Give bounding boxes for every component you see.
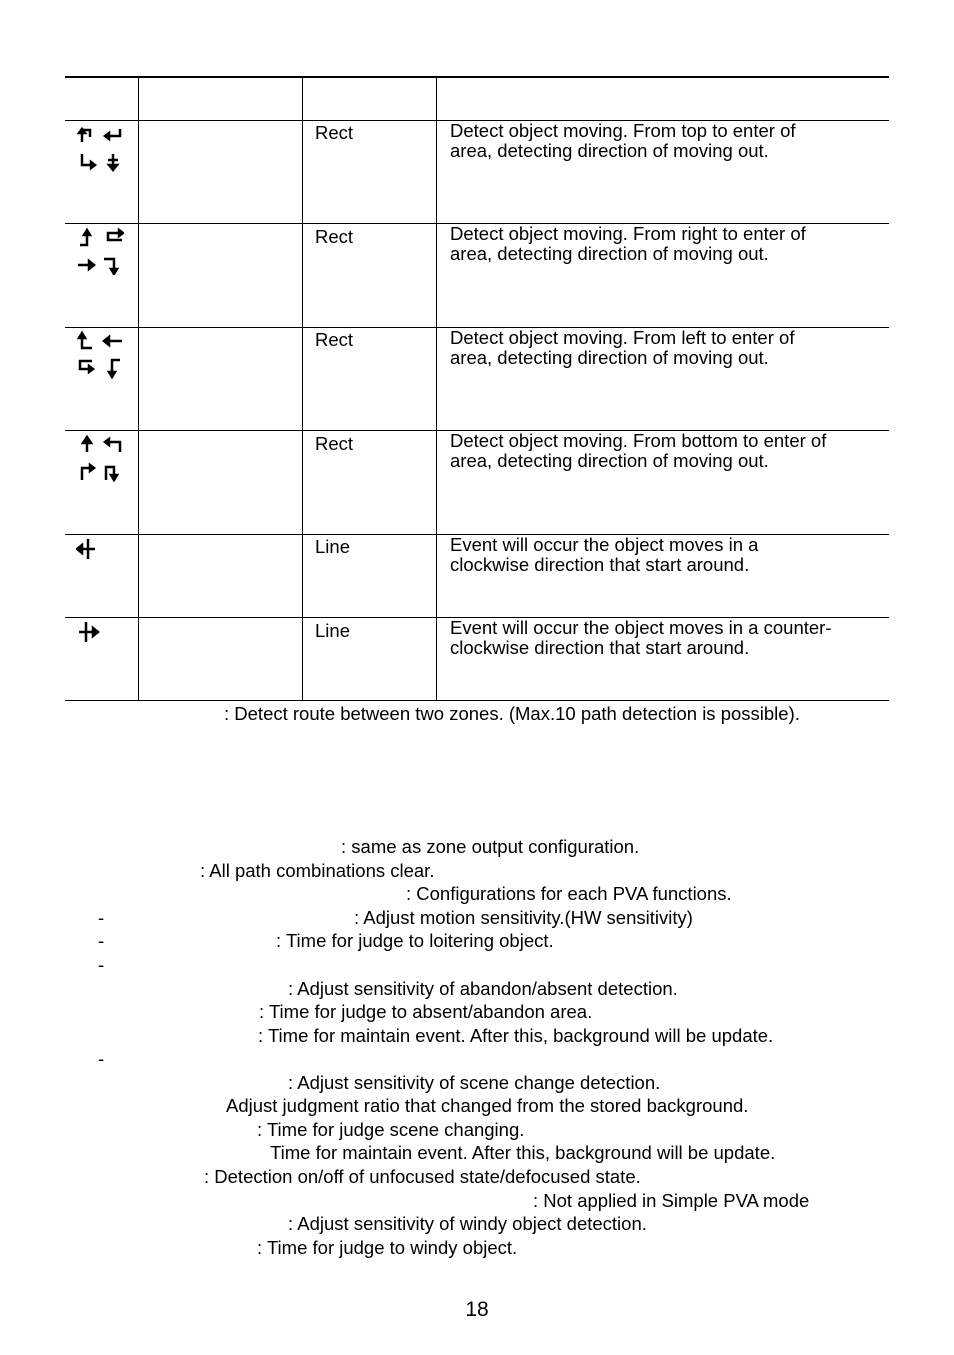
row-description-line: Detect object moving. From left to enter of <box>450 327 795 348</box>
row-type: Rect <box>315 226 354 247</box>
table-top-rule <box>65 76 889 78</box>
bullet-dash: - <box>98 1048 105 1069</box>
row-type: Rect <box>315 433 354 454</box>
page-number: 18 <box>465 1298 489 1321</box>
row-type: Line <box>315 536 350 557</box>
row-description-line: Detect object moving. From right to enter of <box>450 223 806 244</box>
windy-sensitivity-note: : Adjust sensitivity of windy object detection. <box>288 1213 647 1234</box>
in-top-out-icons <box>76 124 124 172</box>
table-column-divider <box>436 77 437 700</box>
row-type: Rect <box>315 122 354 143</box>
loitering-note: : Time for judge to loitering object. <box>276 930 554 951</box>
clockwise-line-icon <box>76 537 100 561</box>
in-right-out-icons <box>76 227 124 275</box>
row-description-line: Event will occur the object moves in a counter- <box>450 617 832 638</box>
path-detection-note: : Detect route between two zones. (Max.10 path detection is possible). <box>224 703 800 724</box>
direction-icons <box>76 124 126 172</box>
bullet-dash: - <box>98 954 105 975</box>
direction-icons <box>76 227 126 275</box>
row-description-line: clockwise direction that start around. <box>450 554 750 575</box>
row-description-line: area, detecting direction of moving out. <box>450 347 769 368</box>
counterclockwise-line-icon <box>76 620 100 644</box>
row-description-line: area, detecting direction of moving out. <box>450 140 769 161</box>
bullet-dash: - <box>98 930 105 951</box>
abandon-sensitivity-note: : Adjust sensitivity of abandon/absent detection. <box>288 978 678 999</box>
defocus-note: : Detection on/off of unfocused state/defocused state. <box>204 1166 641 1187</box>
direction-icons <box>76 537 126 561</box>
row-description-line: Detect object moving. From top to enter of <box>450 120 796 141</box>
table-column-divider <box>138 77 139 700</box>
scene-ratio-note: Adjust judgment ratio that changed from the stored background. <box>226 1095 749 1116</box>
row-type: Line <box>315 620 350 641</box>
in-left-out-icons <box>76 331 124 379</box>
in-bottom-out-icons <box>76 434 124 482</box>
row-description-line: Detect object moving. From bottom to enter of <box>450 430 827 451</box>
simple-mode-note: : Not applied in Simple PVA mode <box>533 1190 810 1211</box>
direction-icons <box>76 331 126 379</box>
scene-sensitivity-note: : Adjust sensitivity of scene change detection. <box>288 1072 661 1093</box>
scene-maintain-note: Time for maintain event. After this, background will be update. <box>270 1142 776 1163</box>
row-description-line: area, detecting direction of moving out. <box>450 243 769 264</box>
row-type: Rect <box>315 329 354 350</box>
direction-icons <box>76 434 126 482</box>
row-description-line: area, detecting direction of moving out. <box>450 450 769 471</box>
direction-icons <box>76 620 126 644</box>
abandon-maintain-note: : Time for maintain event. After this, background will be update. <box>258 1025 774 1046</box>
scene-time-note: : Time for judge scene changing. <box>257 1119 525 1140</box>
row-description-line: clockwise direction that start around. <box>450 637 750 658</box>
configurations-note: : Configurations for each PVA functions. <box>406 883 732 904</box>
motion-sensitivity-note: : Adjust motion sensitivity.(HW sensitivity) <box>354 907 693 928</box>
table-column-divider <box>302 77 303 700</box>
windy-time-note: : Time for judge to windy object. <box>257 1237 518 1258</box>
clear-note: : All path combinations clear. <box>200 860 435 881</box>
table-bottom-rule <box>65 700 889 701</box>
abandon-time-note: : Time for judge to absent/abandon area. <box>259 1001 593 1022</box>
bullet-dash: - <box>98 907 105 928</box>
row-description-line: Event will occur the object moves in a <box>450 534 759 555</box>
zone-output-note: : same as zone output configuration. <box>341 836 640 857</box>
